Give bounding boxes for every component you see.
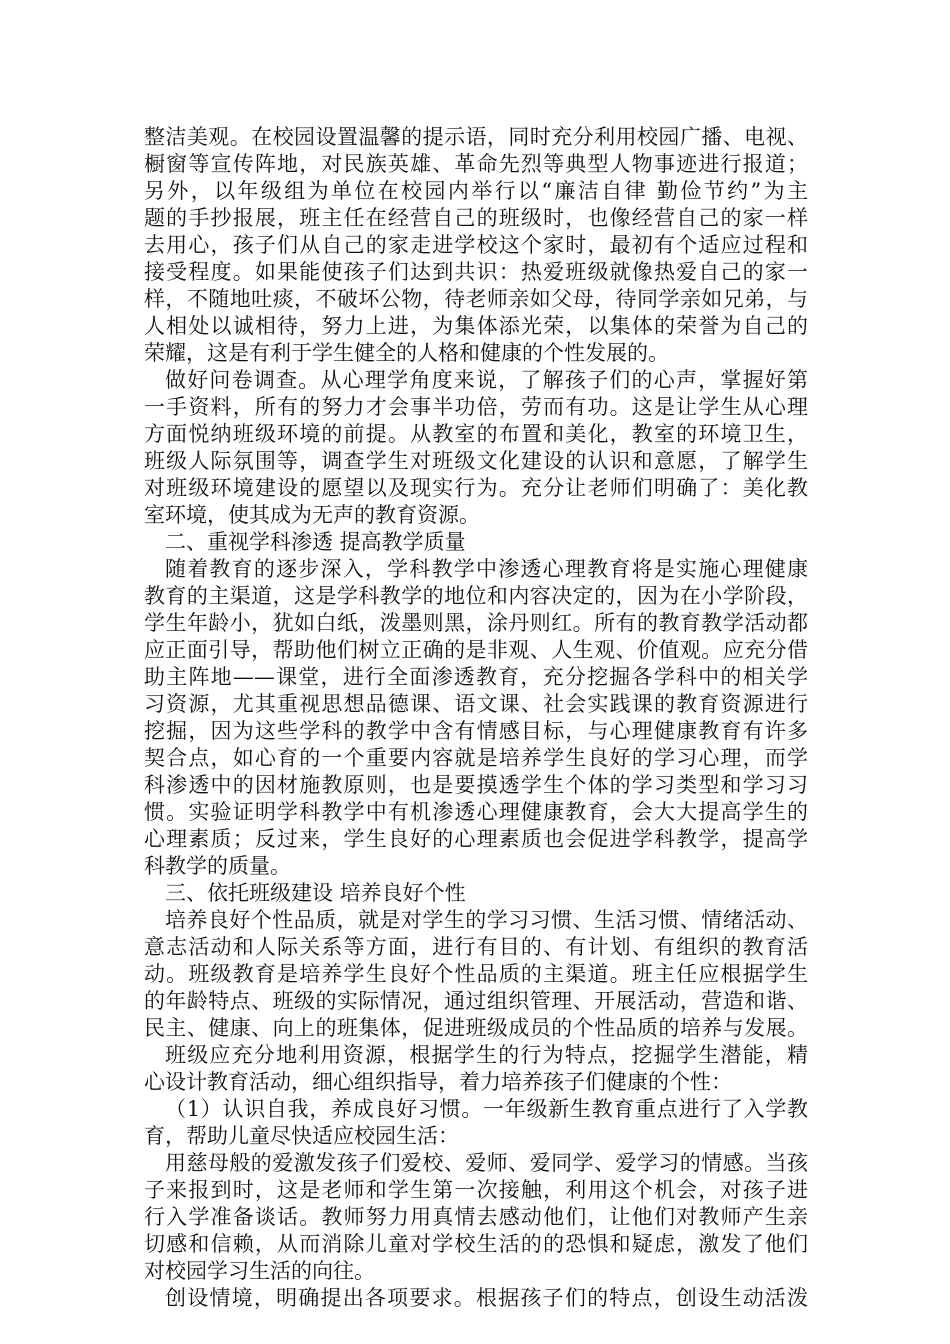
text-line: 创设情境，明确提出各项要求。根据孩子们的特点，创设生动活泼 xyxy=(165,1286,808,1310)
text-line: 随着教育的逐步深入，学科教学中渗透心理教育将是实施心理健康 xyxy=(165,557,808,581)
text-line: 人相处以诚相待，努力上进，为集体添光荣，以集体的荣誉为自己的 xyxy=(144,314,808,338)
text-line: 科教学的质量。 xyxy=(144,854,291,878)
text-line: 样，不随地吐痰，不破坏公物，待老师亲如父母，待同学亲如兄弟，与 xyxy=(144,287,808,311)
text-line: 行入学准备谈话。教师努力用真情去感动他们，让他们对教师产生亲 xyxy=(144,1205,808,1229)
text-line: 室环境，使其成为无声的教育资源。 xyxy=(144,503,480,527)
text-line: 另外，以年级组为单位在校园内举行以“廉洁自律 勤俭节约”为主 xyxy=(144,179,808,203)
text-line: 对校园学习生活的向往。 xyxy=(144,1259,375,1283)
text-line: （1）认识自我，养成良好习惯。一年级新生教育重点进行了入学教 xyxy=(165,1097,808,1121)
text-line: 去用心，孩子们从自己的家走进学校这个家时，最初有个适应过程和 xyxy=(144,233,808,257)
text-line: 意志活动和人际关系等方面，进行有目的、有计划、有组织的教育活 xyxy=(144,935,808,959)
text-line: 育，帮助儿童尽快适应校园生活： xyxy=(144,1124,459,1148)
text-line: 民主、健康、向上的班集体，促进班级成员的个性品质的培养与发展。 xyxy=(144,1016,808,1040)
text-line: 科渗透中的因材施教原则，也是要摸透学生个体的学习类型和学习习 xyxy=(144,773,808,797)
text-line: 方面悦纳班级环境的前提。从教室的布置和美化，教室的环境卫生， xyxy=(144,422,808,446)
text-line: 三、依托班级建设 培养良好个性 xyxy=(165,881,466,905)
text-line: 挖掘，因为这些学科的教学中含有情感目标，与心理健康教育有许多 xyxy=(144,719,808,743)
text-line: 做好问卷调查。从心理学角度来说，了解孩子们的心声，掌握好第 xyxy=(165,368,808,392)
text-line: 应正面引导，帮助他们树立正确的是非观、人生观、价值观。应充分借 xyxy=(144,638,808,662)
text-line: 题的手抄报展，班主任在经营自己的班级时，也像经营自己的家一样 xyxy=(144,206,808,230)
text-line: 班级人际氛围等，调查学生对班级文化建设的认识和意愿，了解学生 xyxy=(144,449,808,473)
text-line: 习资源，尤其重视思想品德课、语文课、社会实践课的教育资源进行 xyxy=(144,692,808,716)
text-line: 一手资料，所有的努力才会事半功倍，劳而有功。这是让学生从心理 xyxy=(144,395,808,419)
text-line: 的年龄特点、班级的实际情况，通过组织管理、开展活动，营造和谐、 xyxy=(144,989,808,1013)
text-line: 动。班级教育是培养学生良好个性品质的主渠道。班主任应根据学生 xyxy=(144,962,808,986)
document-body-text xyxy=(144,124,808,1312)
text-line: 契合点，如心育的一个重要内容就是培养学生良好的学习心理，而学 xyxy=(144,746,808,770)
text-line: 心理素质；反过来，学生良好的心理素质也会促进学科教学，提高学 xyxy=(144,827,808,851)
text-line: 心设计教育活动，细心组织指导，着力培养孩子们健康的个性： xyxy=(144,1070,732,1094)
text-line: 教育的主渠道，这是学科教学的地位和内容决定的，因为在小学阶段， xyxy=(144,584,808,608)
text-line: 荣耀，这是有利于学生健全的人格和健康的个性发展的。 xyxy=(144,341,669,365)
text-line: 用慈母般的爱激发孩子们爱校、爱师、爱同学、爱学习的情感。当孩 xyxy=(165,1151,808,1175)
text-line: 班级应充分地利用资源，根据学生的行为特点，挖掘学生潜能，精 xyxy=(165,1043,808,1067)
text-line: 子来报到时，这是老师和学生第一次接触，利用这个机会，对孩子进 xyxy=(144,1178,808,1202)
text-line: 培养良好个性品质，就是对学生的学习习惯、生活习惯、情绪活动、 xyxy=(165,908,808,932)
text-line: 惯。实验证明学科教学中有机渗透心理健康教育，会大大提高学生的 xyxy=(144,800,808,824)
text-line: 切感和信赖，从而消除儿童对学校生活的的恐惧和疑虑，激发了他们 xyxy=(144,1232,808,1256)
text-line: 整洁美观。在校园设置温馨的提示语，同时充分利用校园广播、电视、 xyxy=(144,125,808,149)
text-line: 学生年龄小，犹如白纸，泼墨则黑，涂丹则红。所有的教育教学活动都 xyxy=(144,611,808,635)
text-line: 接受程度。如果能使孩子们达到共识：热爱班级就像热爱自己的家一 xyxy=(144,260,808,284)
text-line: 助主阵地——课堂，进行全面渗透教育，充分挖掘各学科中的相关学 xyxy=(144,665,808,689)
text-line: 对班级环境建设的愿望以及现实行为。充分让老师们明确了：美化教 xyxy=(144,476,808,500)
text-line: 橱窗等宣传阵地，对民族英雄、革命先烈等典型人物事迹进行报道； xyxy=(144,152,808,176)
text-line: 二、重视学科渗透 提高教学质量 xyxy=(165,530,466,554)
